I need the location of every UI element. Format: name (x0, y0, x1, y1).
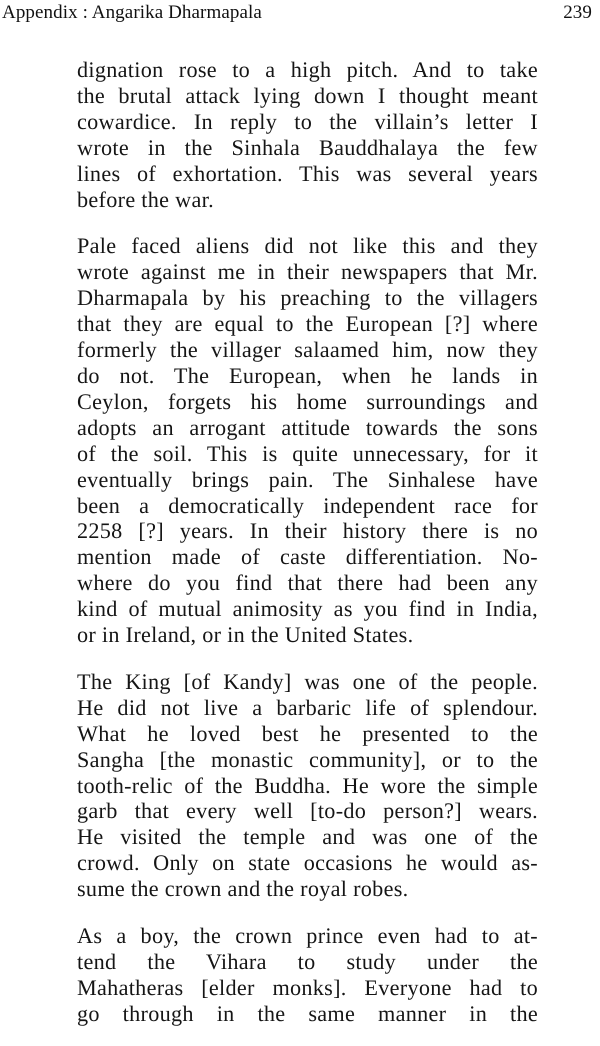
text-line: The King [of Kandy] was one of the people. (77, 668, 538, 694)
text-line: dignation rose to a high pitch. And to take (77, 57, 538, 82)
text-line: where do you find that there had been any (77, 570, 538, 596)
text-line: Pale faced aliens did not like this and they (77, 233, 538, 259)
text-line: tooth-relic of the Buddha. He wore the simple (77, 772, 538, 798)
text-line: formerly the villager salaamed him, now they (77, 337, 538, 363)
text-line: Ceylon, forgets his home surroundings and (77, 388, 538, 414)
text-line: eventually brings pain. The Sinhalese have (77, 466, 538, 492)
running-header (2, 2, 592, 26)
text-line: cowardice. In reply to the villain’s letter I (77, 108, 538, 134)
text-line: that they are equal to the European [?] where (77, 311, 538, 337)
text-line: garb that every well [to-do person?] wears. (77, 798, 538, 824)
running-title: Appendix : Angarika Dharmapala (2, 2, 262, 23)
paragraph-3 (77, 669, 538, 902)
paragraph-1 (77, 57, 538, 212)
text-line: sume the crown and the royal robes. (77, 876, 409, 902)
text-line: been a democratically independent race for (77, 492, 538, 518)
text-line: do not. The European, when he lands in (77, 362, 538, 388)
text-line: wrote against me in their newspapers that Mr. (77, 259, 538, 285)
paragraph-4 (77, 923, 538, 1027)
text-line: kind of mutual animosity as you find in India, (77, 596, 538, 622)
text-line: 2258 [?] years. In their history there is no (77, 518, 538, 544)
text-line: What he loved best he presented to the (77, 720, 538, 746)
text-line: of the soil. This is quite unnecessary, for it (77, 440, 538, 466)
text-line: lines of exhortation. This was several years (77, 160, 538, 186)
text-line: tend the Vihara to study under the (77, 949, 538, 974)
text-line: Sangha [the monastic community], or to the (77, 746, 538, 772)
text-line: before the war. (77, 186, 214, 212)
text-line: mention made of caste differentiation. No- (77, 544, 538, 570)
text-line: go through in the same manner in the (77, 1000, 538, 1026)
text-line: Dharmapala by his preaching to the villagers (77, 285, 538, 311)
text-line: wrote in the Sinhala Bauddhalaya the few (77, 134, 538, 160)
body-text (77, 57, 538, 1027)
text-line: the brutal attack lying down I thought meant (77, 82, 538, 108)
text-line: Mahatheras [elder monks]. Everyone had to (77, 974, 538, 1000)
text-line: or in Ireland, or in the United States. (77, 622, 414, 648)
text-line: He did not live a barbaric life of splendour. (77, 694, 538, 720)
text-line: He visited the temple and was one of the (77, 824, 538, 850)
text-line: adopts an arrogant attitude towards the sons (77, 414, 538, 440)
text-line: As a boy, the crown prince even had to at- (77, 923, 538, 949)
paragraph-2 (77, 233, 538, 648)
text-line: crowd. Only on state occasions he would as- (77, 850, 538, 876)
page-number: 239 (563, 2, 592, 23)
